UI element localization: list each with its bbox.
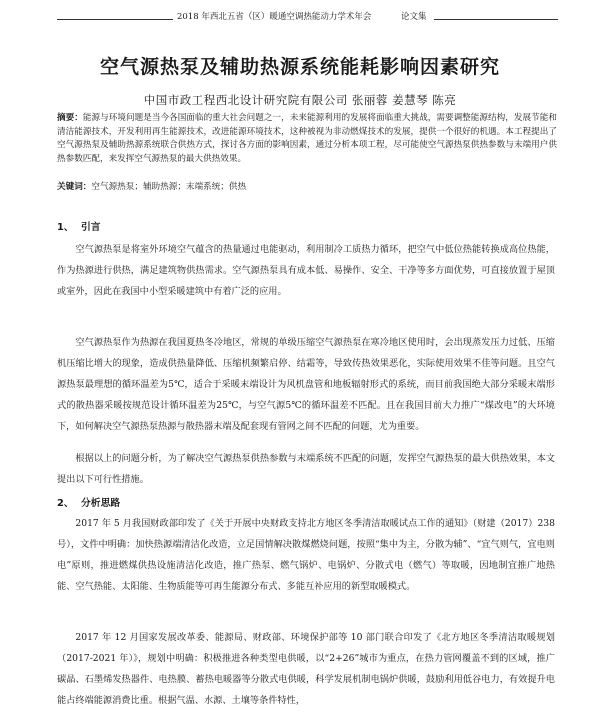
- analysis-paragraph-1: 2017 年 5 月我国财政部印发了《关于开展中央财政支持北方地区冬季清洁取暖试点工作的通知》（财建（2017）238 号），文件中明确：加快热源端清洁化改造，立足国情解决散煤燃烧问题，按照“集中为主，分散为辅”、“宜气则气，宜电则电”原则，推进燃煤供热设施清洁化改造，推广热泵、燃气锅炉、电锅炉、分散式电（燃气）等取暖，因地制宜推广地热能、空气热能、太阳能、生物质能等可再生能源分布式、多能互补应用的新型取暖模式。: [57, 518, 555, 592]
- keywords-text: 空气源热泵；辅助热源；末端系统；供热: [91, 182, 247, 192]
- section-title: 引言: [81, 222, 101, 233]
- intro-paragraph-1: 空气源热泵是将室外环境空气蕴含的热量通过电能驱动，利用制冷工质热力循环，把空气中低位热能转换成高位热能，作为热源进行供热，满足建筑物供热需求。空气源热泵具有成本低、易操作、安全、干净等多方面优势，可直接放置于屋顶或室外，因此在我国中小型采暖建筑中有着广泛的应用。: [57, 244, 555, 297]
- section-heading-analysis: [57, 495, 120, 509]
- running-header: [0, 9, 600, 25]
- section-title: 分析思路: [81, 498, 121, 509]
- analysis-paragraph-2: 2017 年 12 月国家发展改革委、能源局、财政部、环境保护部等 10 部门联合印发了《北方地区冬季清洁取暖规划（2017-2021 年）》，规划中明确：积极推进各种类型电供暖，以“2+26”城市为重点，在热力管网覆盖不到的区域，推广碳晶、石墨烯发热器件、电热膜、蓄热电暖器等分散式电供暖，科学发展机制电锅炉供暖，鼓励利用低谷电力，有效提升电能占终端能源消费比重。根据气温、水源、土壤等条件特性，: [57, 632, 555, 706]
- header-rule-right: [434, 19, 558, 20]
- section-number: 1、: [57, 222, 74, 233]
- section-heading-introduction: [57, 219, 101, 233]
- header-section-label: 论文集: [401, 12, 427, 22]
- paper-title: 空气源热泵及辅助热源系统能耗影响因素研究: [99, 56, 500, 78]
- abstract: [57, 112, 557, 166]
- section-number: 2、: [57, 498, 74, 509]
- intro-paragraph-3: 根据以上的问题分析，为了解决空气源热泵供热参数与末端系统不匹配的问题，发挥空气源热泵的最大供热效果，本文提出以下可行性措施。: [57, 453, 555, 485]
- header-rule-left: [57, 19, 173, 20]
- abstract-text: 能源与环境问题是当今各国面临的重大社会问题之一，未来能源利用的发展将面临重大挑战，需要调整能源结构，发展节能和清洁能源技术，开发利用再生能源技术，改进能源环境技术，这种被视为非动燃煤技术的发展，提供一个很好的机遇。本工程提出了空气源热泵及辅助热源系统联合供热方式，探讨各方面的影响因素，通过分析本项工程，尽可能使空气源热泵供热参数与末端用户供热参数匹配，来发挥空气源热泵的最大供热效果。: [57, 113, 557, 164]
- paper-authors: 中国市政工程西北设计研究院有限公司 张丽蓉 姜慧琴 陈亮: [143, 93, 457, 107]
- keywords-label: 关键词：: [57, 182, 92, 192]
- keywords: [57, 181, 557, 194]
- running-title: 2018 年西北五省（区）暖通空调热能动力学术年会: [177, 12, 372, 22]
- abstract-label: 摘要：: [57, 113, 83, 123]
- intro-paragraph-2: 空气源热泵作为热源在我国夏热冬冷地区，常规的单级压缩空气源热泵在寒冷地区使用时，会出现蒸发压力过低、压缩机压缩比增大的现象，造成供热量降低、压缩机频繁启停、结霜等，导致传热效果恶化，实际使用效果不佳等问题。且空气源热泵最理想的循环温差为5℃，适合于采暖末端设计为风机盘管和地板辐射形式的系统，而目前我国绝大部分采暖末端形式的散热器采暖按规范设计循环温差为25℃，与空气源5℃的循环温差不匹配。且在我国目前大力推广“煤改电”的大环境下，如何解决空气源热泵热源与散热器末端及配套现有管网之间不匹配的问题，尤为重要。: [57, 337, 555, 432]
